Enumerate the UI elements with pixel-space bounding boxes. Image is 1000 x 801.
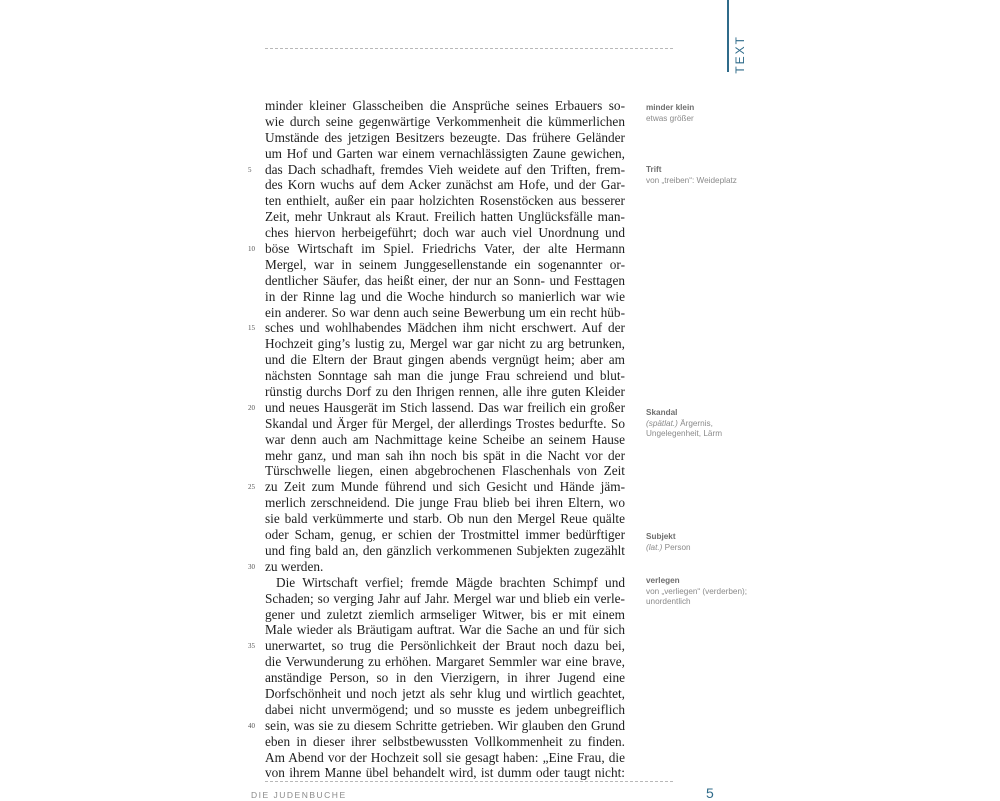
text-line: gener und zuletzt ziemlich armseliger Witwer, bis er mit einem (265, 606, 625, 622)
text-line: die Verwunderung zu erhöhen. Margaret Semmler war eine brave, (265, 654, 625, 670)
text-line: und neues Hausgerät im Stich lassend. Das war freilich ein großer (265, 399, 625, 415)
text-line: rünstig durchs Dorf zu den Ihrigen rennen, alle ihre guten Kleider (265, 384, 625, 400)
text-line-wrap (248, 241, 625, 257)
text-line: ches hiervon herbeigeführt; doch war auch viel Unordnung und (265, 225, 625, 241)
text-line: Male wieder als Bräutigam auftrat. War die Sache an und für sich (265, 622, 625, 638)
text-line: Türschwelle liegen, einen abgebrochenen Flaschenhals von Zeit (265, 463, 625, 479)
text-line: in der Rinne lag und die Woche hindurch so manierlich war wie (265, 288, 625, 304)
line-number: 40 (248, 721, 255, 730)
line-number: 15 (248, 324, 255, 333)
text-line: von ihrem Manne übel behandelt wird, ist dumm oder taugt nicht: (265, 765, 625, 781)
text-line: das Dach schadhaft, fremdes Vieh weidete auf den Triften, frem- (265, 161, 625, 177)
text-line: unerwartet, so trug die Persönlichkeit der Braut noch dazu bei, (265, 638, 625, 654)
text-line: anständige Person, so in den Vierzigern, in ihrer Jugend eine (265, 670, 625, 686)
text-line: Skandal und Ärger für Mergel, der allerdings Trostes bedurfte. So (265, 415, 625, 431)
gloss-definition: Ärgernis, Ungelegenheit, Lärm (646, 418, 723, 439)
text-line: oder Scham, genug, er schien der Trostmittel immer bedürftiger (265, 527, 625, 543)
text-line: sein, was sie zu diesem Schritte getrieben. Wir glauben den Grund (265, 717, 625, 733)
gloss-term: Subjekt (646, 532, 676, 541)
line-number: 30 (248, 562, 255, 571)
text-line: mehr ganz, und man sah ihn noch bis spät in die Nacht vor der (265, 447, 625, 463)
text-line: Zeit, mehr Unkraut als Kraut. Freilich hatten Unglücksfälle man- (265, 209, 625, 225)
text-line: sie bald verkümmerte und starb. Ob nun den Mergel Reue quälte (265, 511, 625, 527)
text-line-wrap (248, 479, 625, 495)
line-number: 20 (248, 403, 255, 412)
bottom-dashed-rule (265, 781, 673, 782)
section-marker-bar (727, 0, 729, 72)
page-number: 5 (706, 785, 714, 801)
text-line-wrap (248, 558, 625, 575)
gloss-language: (lat.) (646, 542, 663, 552)
text-line: dentlicher Säufer, das heißt einer, der nur an Sonn- und Festtagen (265, 272, 625, 288)
text-line: zu Zeit zum Munde führend und sich Gesicht und Hände jäm- (265, 479, 625, 495)
main-text (248, 98, 625, 781)
gloss-definition: etwas größer (646, 113, 694, 123)
gloss-term: verlegen (646, 576, 680, 585)
gloss-skandal (646, 408, 756, 440)
gloss-minder-klein (646, 103, 756, 124)
line-number: 25 (248, 483, 255, 492)
gloss-term: Trift (646, 165, 662, 174)
text-line: ein anderer. So war denn auch seine Bewerbung um ein recht hüb- (265, 304, 625, 320)
text-line: Umstände des jetzigen Besitzers bezeugte. Das frühere Geländer (265, 129, 625, 145)
line-number: 35 (248, 642, 255, 651)
running-footer-title: DIE JUDENBUCHE (251, 790, 347, 800)
text-line: Dorfschönheit und noch jetzt als sehr klug und wirtlich geachtet, (265, 685, 625, 701)
gloss-definition: von „treiben“: Weideplatz (646, 175, 737, 185)
text-line-wrap (248, 638, 625, 654)
top-dashed-rule (265, 48, 673, 49)
text-line: um Hof und Garten war einem vernachlässigten Zaune gewichen, (265, 145, 625, 161)
text-line-wrap (248, 399, 625, 416)
paragraph-first-line: Die Wirtschaft verfiel; fremde Mägde brachten Schimpf und (276, 574, 625, 590)
text-line: ten enthielt, außer ein paar holzichten Rosenstöcken aus besserer (265, 193, 625, 209)
text-line: eben in dieser ihrer selbstbewussten Vollkommenheit zu finden. (265, 733, 625, 749)
text-line: Schaden; so verging Jahr auf Jahr. Mergel war und blieb ein verle- (265, 590, 625, 606)
gloss-term: minder klein (646, 103, 695, 112)
text-line: dabei nicht unvermögend; und so musste es jedem unbegreiflich (265, 701, 625, 717)
text-line-wrap (248, 717, 625, 734)
gloss-definition: Person (664, 542, 691, 552)
gloss-language: (spätlat.) (646, 418, 678, 428)
gloss-definition: von „verliegen“ (verderben); unordentlich (646, 586, 748, 607)
gloss-subjekt (646, 532, 756, 553)
text-line: und fing bald an, den gänzlich verkommenen Subjekten zugezählt (265, 542, 625, 558)
text-line: und die Eltern der Braut gingen abends vergnügt heim; aber am (265, 352, 625, 368)
text-line: Am Abend vor der Hochzeit soll sie gesagt haben: „Eine Frau, die (265, 749, 625, 765)
text-line: wie durch seine gegenwärtige Verkommenheit die kümmerlichen (265, 113, 625, 129)
text-line: des Korn wuchs auf dem Acker zunächst am Hofe, und der Gar- (265, 177, 625, 193)
line-number: 10 (248, 245, 255, 254)
text-line: minder kleiner Glasscheiben die Ansprüche seines Erbauers so- (265, 98, 625, 113)
text-line: Hochzeit ging’s lustig zu, Mergel war gar nicht zu arg betrunken, (265, 336, 625, 352)
line-number: 5 (248, 165, 252, 174)
text-line-wrap (248, 320, 625, 336)
text-line-wrap (248, 161, 625, 178)
gloss-term: Skandal (646, 408, 678, 417)
text-line: nächsten Sonntage sah man die junge Frau schreiend und blut- (265, 368, 625, 384)
text-line: Mergel, war in seinem Junggesellenstande ein sogenannter or- (265, 256, 625, 272)
text-line: zu werden. (265, 558, 324, 574)
text-line: sches und wohlhabendes Mädchen ihm nicht erschwert. Auf der (265, 320, 625, 336)
text-line: böse Wirtschaft im Spiel. Friedrichs Vater, der alte Hermann (265, 241, 625, 257)
gloss-verlegen (646, 576, 756, 608)
text-line: war denn auch am Nachmittage keine Scheibe an seinem Hause (265, 431, 625, 447)
gloss-trift (646, 165, 756, 186)
text-line: merlich zerschneidend. Die junge Frau blieb bei ihren Eltern, wo (265, 495, 625, 511)
section-label: TEXT (733, 35, 747, 74)
